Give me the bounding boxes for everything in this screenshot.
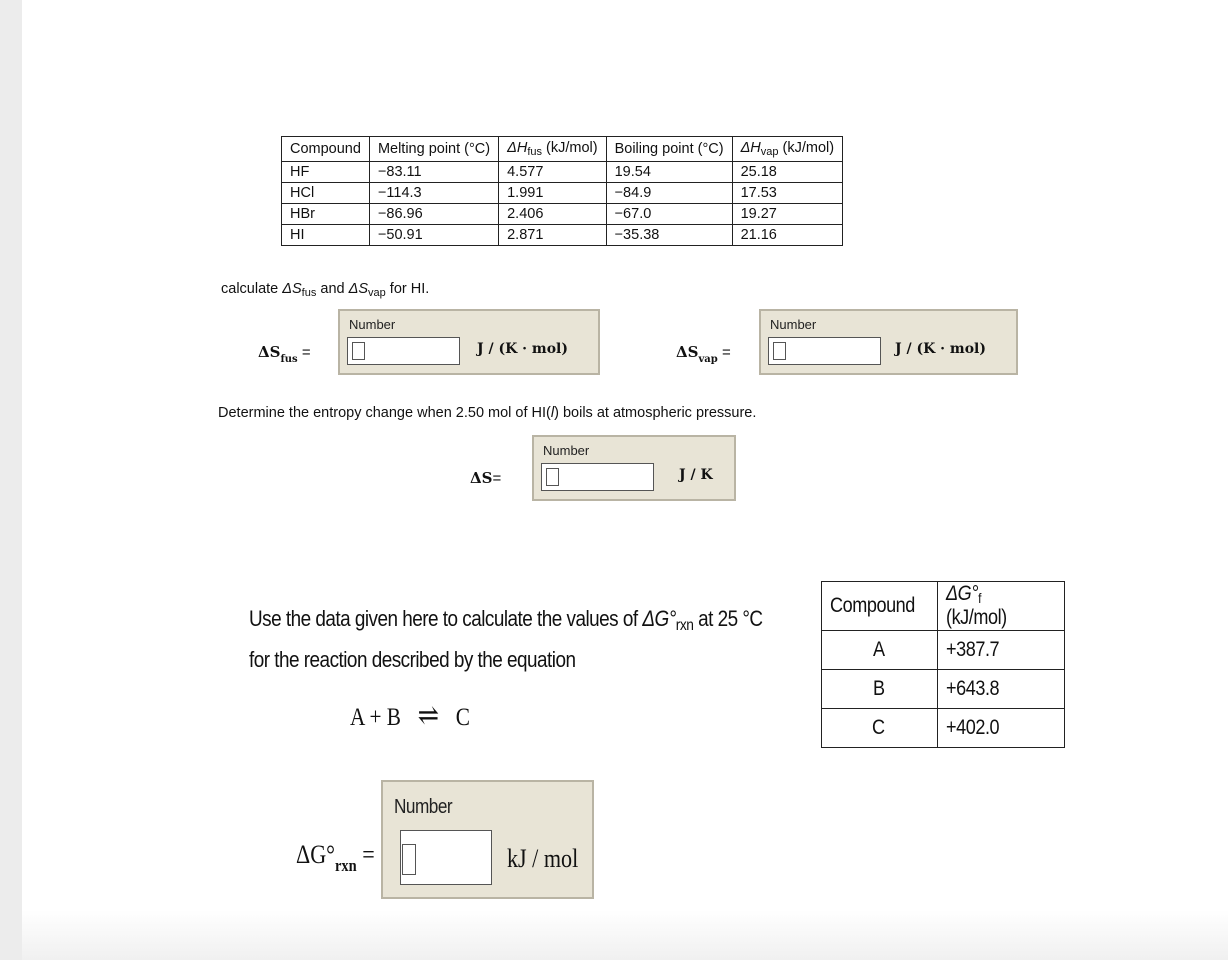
- q2-text-post: ) boils at atmospheric pressure.: [554, 405, 757, 421]
- q1-text-pre: calculate: [221, 281, 283, 297]
- q1-ds-fus: ΔS: [282, 281, 302, 297]
- input-cursor: [546, 468, 559, 486]
- q2-text-pre: Determine the entropy change when 2.50 mol of HI(: [218, 405, 551, 421]
- cell-dh-fus: 2.871: [499, 225, 606, 246]
- cell-dg: [937, 709, 1064, 748]
- number-caption: Number: [349, 317, 396, 332]
- ds-fus-subscript: fus: [280, 354, 298, 365]
- ds-fus-label: [258, 343, 311, 365]
- input-cursor: [773, 342, 786, 360]
- number-caption: Number: [770, 317, 817, 332]
- ds-fus-unit: J / (K · mol): [477, 341, 568, 357]
- header-dg-f-text: [946, 582, 1041, 630]
- dg-rxn-label: [296, 840, 375, 876]
- table-row: [282, 225, 843, 246]
- cell-compound-text: A: [872, 638, 885, 661]
- cell-mp: −50.91: [369, 225, 498, 246]
- cell-dh-vap: 21.16: [732, 225, 843, 246]
- cell-mp: −86.96: [369, 204, 498, 225]
- dg-f-symbol: ΔG°: [945, 582, 978, 605]
- q1-ds-vap-sub: vap: [368, 287, 386, 299]
- table-row: [282, 162, 843, 183]
- dh-vap-symbol: ΔH: [740, 140, 761, 156]
- cell-dg: [937, 670, 1064, 709]
- header-melting-point: Melting point (°C): [369, 137, 498, 162]
- table-row: [282, 183, 843, 204]
- dg-rxn-symbol: ΔG°: [296, 840, 336, 869]
- cell-bp: −67.0: [606, 204, 732, 225]
- dg-f-sub: f: [977, 590, 981, 606]
- cell-mp: −114.3: [369, 183, 498, 204]
- question-1: [221, 281, 429, 299]
- properties-table: [281, 136, 843, 246]
- q3-dg-sub: rxn: [675, 617, 694, 634]
- q1-ds-fus-sub: fus: [301, 287, 317, 299]
- cell-dh-vap: 17.53: [732, 183, 843, 204]
- ds-equals: =: [492, 470, 502, 487]
- q3-line-2: for the reaction described by the equation: [249, 647, 576, 672]
- dg-rxn-answer-box: [381, 780, 594, 899]
- cell-bp: −35.38: [606, 225, 732, 246]
- q3-dg-symbol: ΔG°: [642, 606, 676, 631]
- number-caption: Number: [394, 796, 453, 818]
- reaction-reactants: A + B: [350, 704, 401, 731]
- question-2: [218, 405, 756, 421]
- ds-symbol: ΔS: [470, 469, 493, 487]
- header-dh-vap: [732, 137, 843, 162]
- cell-dg-text: +643.8: [945, 677, 999, 700]
- table-row: [282, 204, 843, 225]
- reaction-products: C: [455, 704, 470, 731]
- cell-dg-text: +402.0: [945, 716, 999, 739]
- dg-rxn-subscript: rxn: [335, 856, 357, 875]
- table-row: [822, 631, 1065, 670]
- gibbs-table: [821, 581, 1065, 748]
- header-compound: [822, 582, 938, 631]
- ds-vap-unit: J / (K · mol): [895, 341, 986, 357]
- header-dh-fus: [499, 137, 606, 162]
- dh-vap-unit: (kJ/mol): [778, 140, 835, 156]
- cell-bp: 19.54: [606, 162, 732, 183]
- cell-compound: HCl: [282, 183, 370, 204]
- cell-dh-vap: 25.18: [732, 162, 843, 183]
- cell-compound: HBr: [282, 204, 370, 225]
- cell-compound: HI: [282, 225, 370, 246]
- header-compound: Compound: [282, 137, 370, 162]
- ds-vap-label: [676, 343, 731, 365]
- cell-dh-fus: 4.577: [499, 162, 606, 183]
- equilibrium-arrow-icon: ⇌: [417, 699, 440, 732]
- q3-text-post: at 25 °C: [693, 606, 763, 631]
- header-compound-text: Compound: [830, 594, 915, 617]
- left-margin: [0, 0, 22, 960]
- ds-vap-subscript: vap: [698, 354, 718, 365]
- dg-f-unit: (kJ/mol): [945, 606, 1007, 629]
- cell-compound: [822, 709, 938, 748]
- cell-bp: −84.9: [606, 183, 732, 204]
- q1-text-post: for HI.: [385, 281, 430, 297]
- number-caption: Number: [543, 443, 590, 458]
- table-header-row: [282, 137, 843, 162]
- cell-dg: [937, 631, 1064, 670]
- input-cursor: [352, 342, 365, 360]
- q1-text-mid: and: [316, 281, 349, 297]
- ds-vap-answer-box: [759, 309, 1018, 375]
- input-cursor: [402, 844, 416, 875]
- dh-vap-sub: vap: [760, 146, 779, 158]
- cell-compound: HF: [282, 162, 370, 183]
- cell-dh-fus: 1.991: [499, 183, 606, 204]
- ds-vap-symbol: ΔS: [676, 343, 699, 361]
- ds-answer-box: [532, 435, 736, 501]
- header-boiling-point: Boiling point (°C): [606, 137, 732, 162]
- cell-dg-text: +387.7: [945, 638, 999, 661]
- dg-rxn-unit: kJ / mol: [507, 844, 579, 873]
- cell-dh-vap: 19.27: [732, 204, 843, 225]
- ds-vap-equals: =: [721, 344, 731, 361]
- dh-fus-unit: (kJ/mol): [542, 140, 598, 156]
- reaction-equation: [350, 698, 470, 733]
- dh-fus-sub: fus: [527, 146, 542, 158]
- table-header-row: [822, 582, 1065, 631]
- table-row: [822, 709, 1065, 748]
- question-3: [249, 602, 763, 677]
- table-row: [822, 670, 1065, 709]
- cell-compound-text: C: [872, 716, 885, 739]
- header-dg-f: [937, 582, 1064, 631]
- cell-compound-text: B: [872, 677, 885, 700]
- ds-unit: J / K: [679, 467, 713, 483]
- cell-compound: [822, 631, 938, 670]
- dh-fus-symbol: ΔH: [507, 140, 528, 156]
- ds-fus-equals: =: [301, 344, 311, 361]
- q3-line-1: [249, 602, 763, 643]
- dg-rxn-equals: =: [362, 840, 375, 869]
- ds-fus-symbol: ΔS: [258, 343, 281, 361]
- q2-phase: l: [550, 405, 555, 421]
- bottom-shadow: [22, 910, 1228, 960]
- cell-dh-fus: 2.406: [499, 204, 606, 225]
- q1-ds-vap: ΔS: [348, 281, 369, 297]
- q3-text-pre: Use the data given here to calculate the values of: [249, 606, 643, 631]
- cell-mp: −83.11: [369, 162, 498, 183]
- ds-label: [470, 469, 501, 487]
- cell-compound: [822, 670, 938, 709]
- ds-fus-answer-box: [338, 309, 600, 375]
